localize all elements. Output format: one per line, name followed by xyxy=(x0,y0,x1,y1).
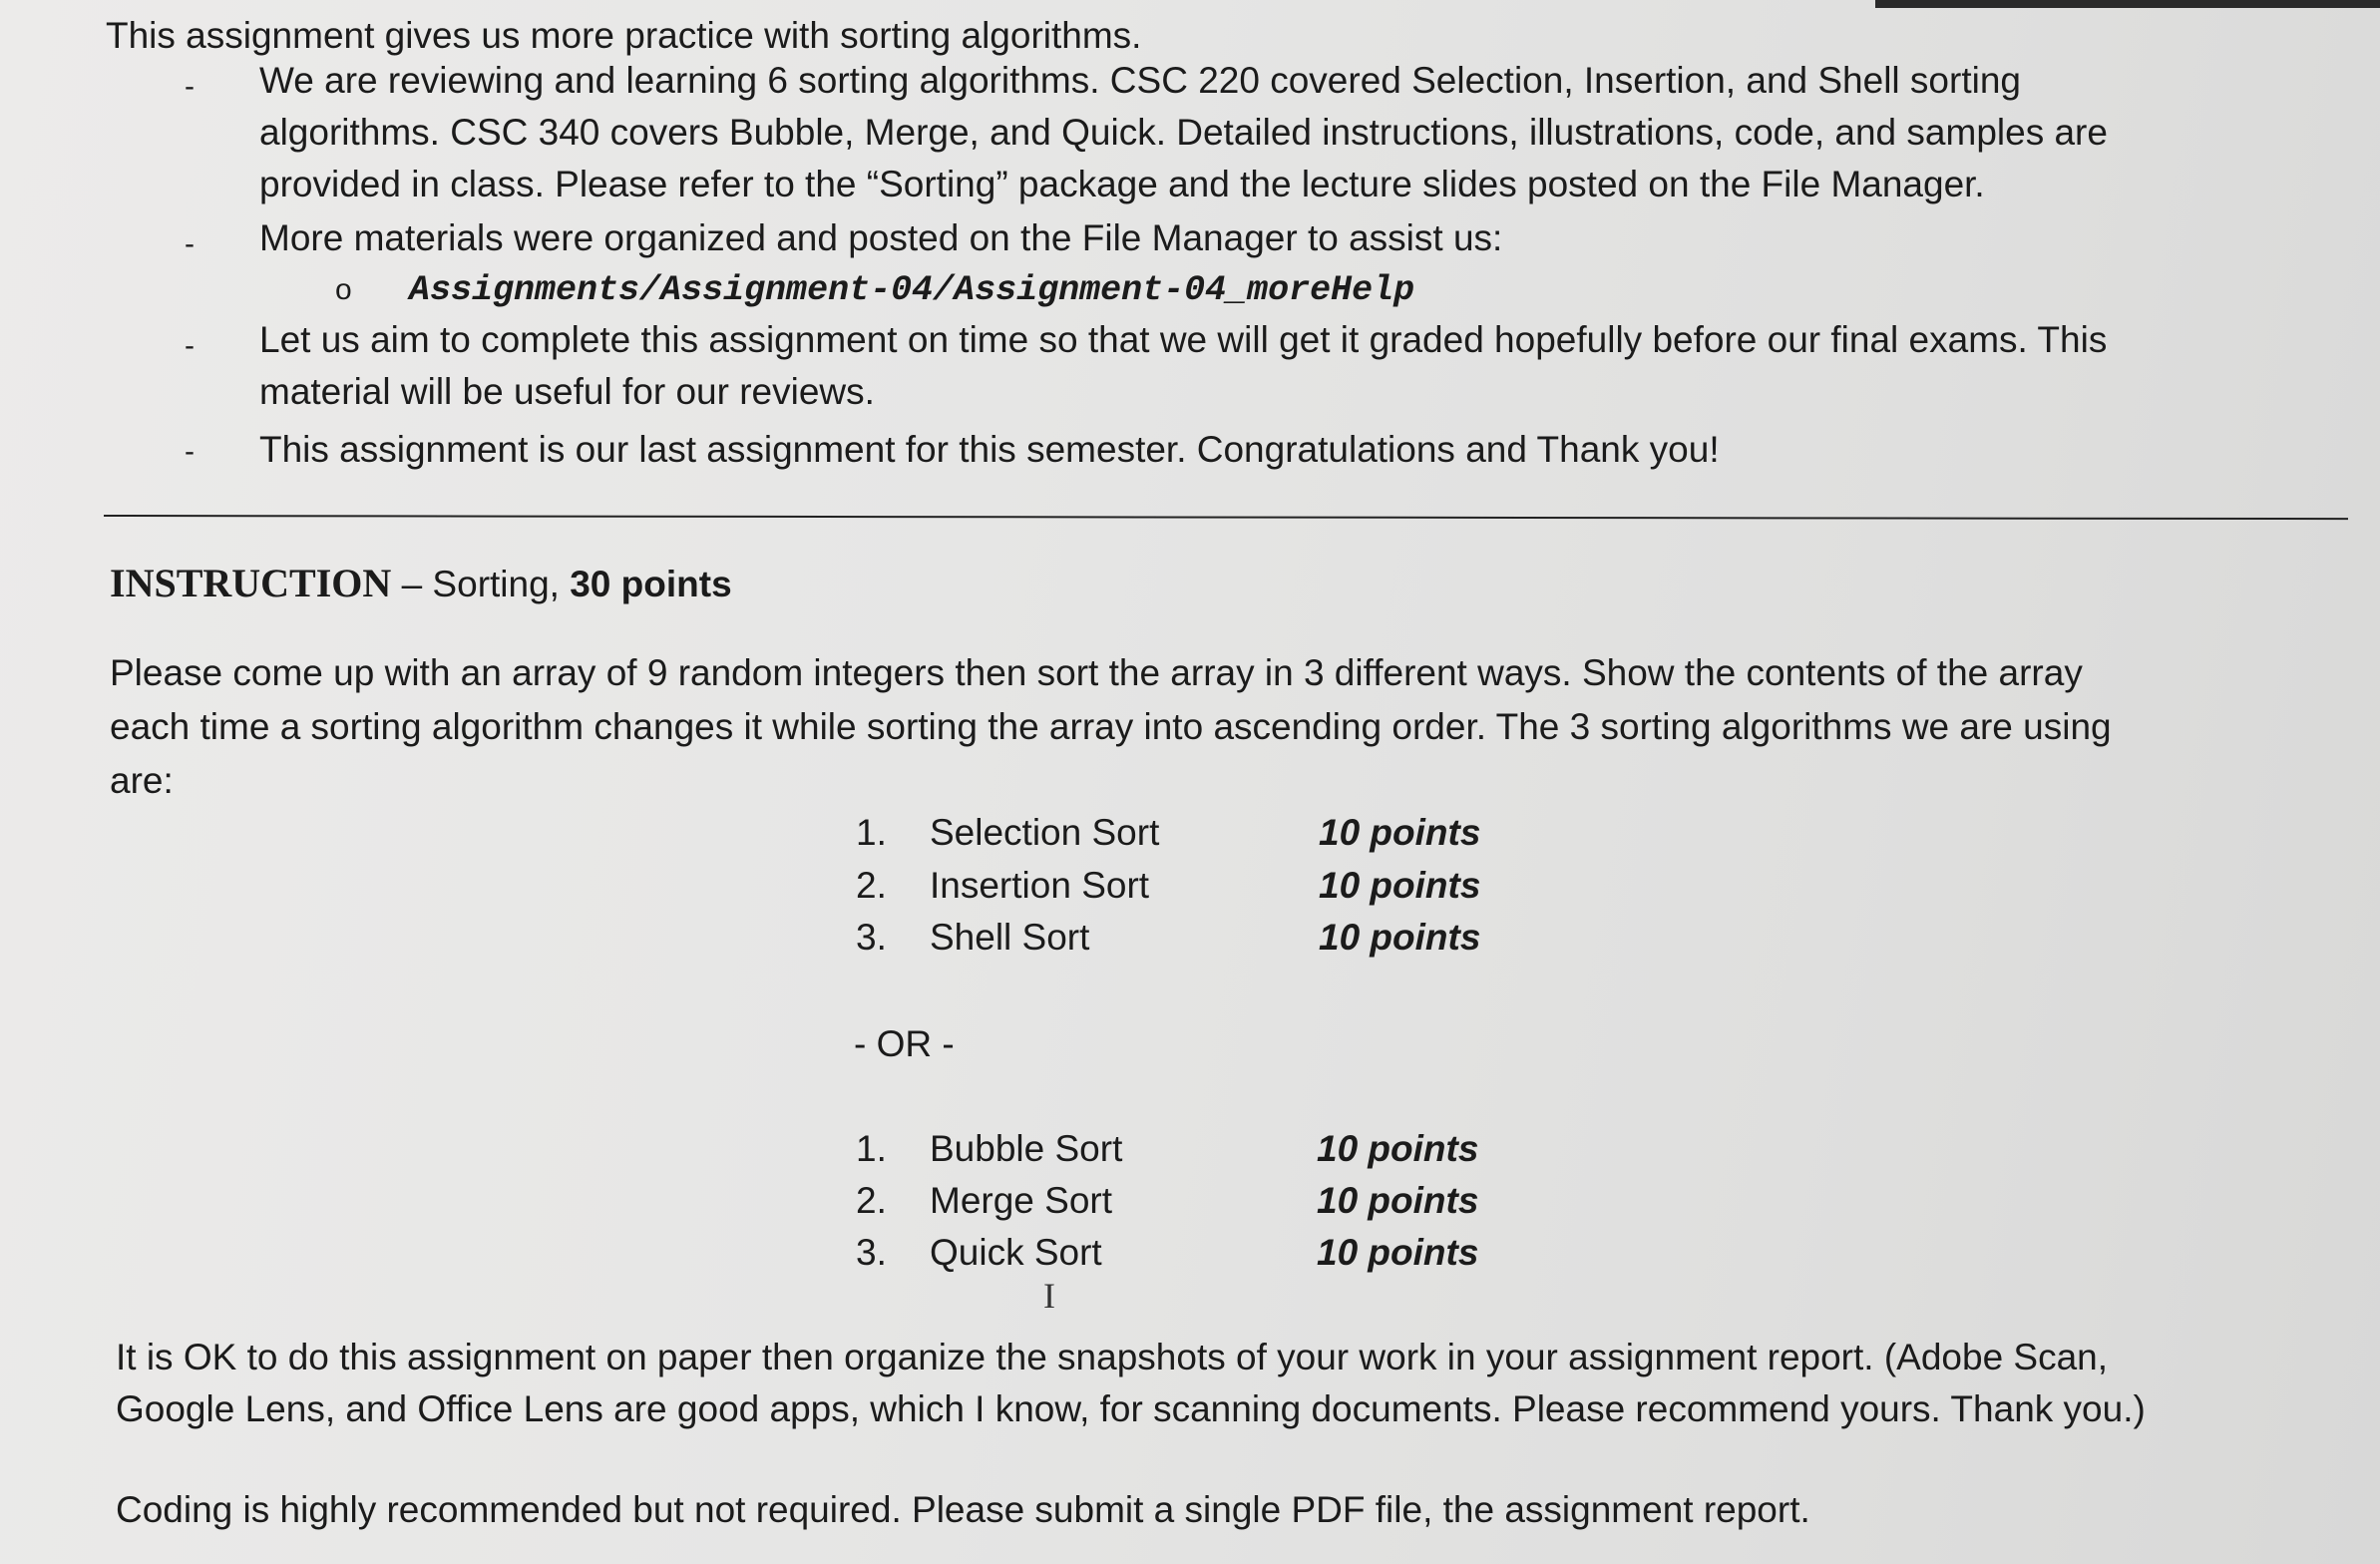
list-b-num-2: 2. xyxy=(856,1180,887,1221)
list-b-name-2: Merge Sort xyxy=(930,1180,1113,1221)
list-b-num-3: 3. xyxy=(856,1232,887,1273)
list-a-num-1: 1. xyxy=(856,812,887,853)
list-b-points-1: 10 points xyxy=(1317,1128,1479,1169)
list-b-num-1: 1. xyxy=(856,1128,887,1169)
closing-line: Coding is highly recommended but not required. Please submit a single PDF file, the assignment report. xyxy=(116,1489,1810,1530)
list-b-name-3: Quick Sort xyxy=(930,1232,1102,1273)
sub-bullet-marker: o xyxy=(335,273,352,306)
bullet-1-line-2: algorithms. CSC 340 covers Bubble, Merge, and Quick. Detailed instructions, illustrations, code, and samples are xyxy=(259,112,2108,153)
instruction-heading xyxy=(110,561,732,605)
bullet-1-line-3: provided in class. Please refer to the “Sorting” package and the lecture slides posted on the File Manager. xyxy=(259,164,1985,204)
bullet-marker: - xyxy=(185,329,195,362)
heading-points: 30 points xyxy=(570,564,732,604)
text-cursor-icon: I xyxy=(1043,1276,1055,1316)
bullet-3-line-1: Let us aim to complete this assignment on time so that we will get it graded hopefully before our final exams. This xyxy=(259,319,2108,360)
list-a-points-1: 10 points xyxy=(1319,812,1481,853)
intro-line: This assignment gives us more practice with sorting algorithms. xyxy=(106,15,1142,56)
section-divider xyxy=(104,515,2348,520)
list-a-name-2: Insertion Sort xyxy=(930,865,1150,906)
paragraph-line-3: are: xyxy=(110,760,174,801)
list-a-num-2: 2. xyxy=(856,865,887,906)
paragraph-line-2: each time a sorting algorithm changes it while sorting the array into ascending order. The 3 sorting algorithms we are using xyxy=(110,706,2112,747)
list-a-name-1: Selection Sort xyxy=(930,812,1160,853)
heading-dash-text: – Sorting, xyxy=(391,564,571,604)
heading-rest: NSTRUCTION xyxy=(125,561,392,605)
list-a-points-3: 10 points xyxy=(1319,917,1481,958)
bullet-1-line-1: We are reviewing and learning 6 sorting algorithms. CSC 220 covered Selection, Insertion, and Shell sorting xyxy=(259,60,2021,101)
bullet-marker: - xyxy=(185,227,195,260)
bullet-marker: - xyxy=(185,70,195,103)
paper-note-line-1: It is OK to do this assignment on paper then organize the snapshots of your work in your assignment report. (Adobe Scan, xyxy=(116,1337,2109,1377)
paper-note-line-2: Google Lens, and Office Lens are good apps, which I know, for scanning documents. Please recommend yours. Thank you.) xyxy=(116,1388,2146,1429)
sub-path-text: Assignments/Assignment-04/Assignment-04_moreHelp xyxy=(409,270,1415,310)
paragraph-line-1: Please come up with an array of 9 random integers then sort the array in 3 different ways. Show the contents of the array xyxy=(110,652,2083,693)
heading-first-letter: I xyxy=(110,561,126,605)
list-b-name-1: Bubble Sort xyxy=(930,1128,1123,1169)
list-a-name-3: Shell Sort xyxy=(930,917,1090,958)
list-a-num-3: 3. xyxy=(856,917,887,958)
list-a-points-2: 10 points xyxy=(1319,865,1481,906)
list-b-points-2: 10 points xyxy=(1317,1180,1479,1221)
bullet-marker: - xyxy=(185,435,195,468)
bullet-4-line-1: This assignment is our last assignment for this semester. Congratulations and Thank you! xyxy=(259,429,1720,470)
top-edge-bar xyxy=(1875,0,2380,8)
or-separator: - OR - xyxy=(854,1023,955,1064)
list-b-points-3: 10 points xyxy=(1317,1232,1479,1273)
bullet-3-line-2: material will be useful for our reviews. xyxy=(259,371,875,412)
bullet-2-line-1: More materials were organized and posted on the File Manager to assist us: xyxy=(259,217,1503,258)
